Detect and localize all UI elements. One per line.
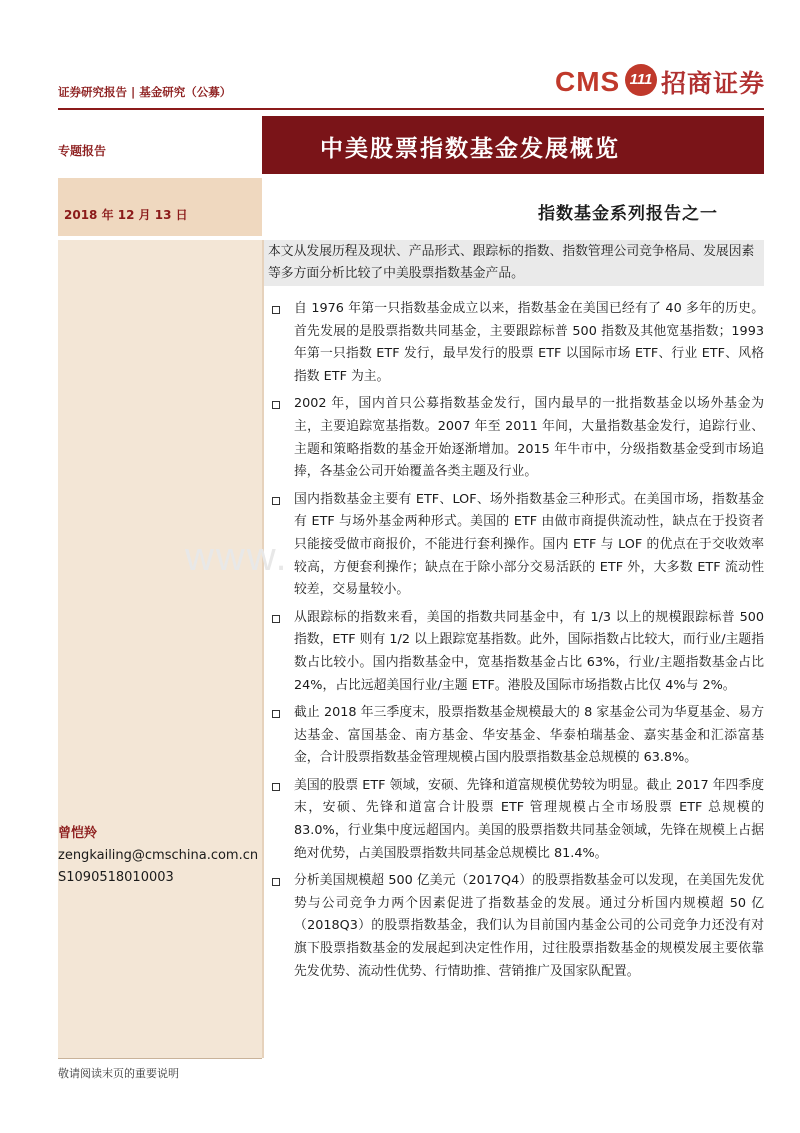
bullet-text: 美国的股票 ETF 领域，安硕、先锋和道富规模优势较为明显。截止 2017 年四季度末，安硕、先锋和道富合计股票 ETF 管理规模占全市场股票 ETF 总规模的 83.0%，行业集中度远超国内。美国的股票指数共同基金领域，先锋在规模上占据绝对优势，占美国股票指数共同基金总规模比 81.4%。: [294, 777, 764, 861]
logo-latin: CMS: [555, 66, 621, 97]
square-bullet-icon: [272, 401, 280, 409]
series-title: 指数基金系列报告之一: [538, 204, 718, 224]
bullet-text: 国内指数基金主要有 ETF、LOF、场外指数基金三种形式。在美国市场，指数基金有 ETF 与场外基金两种形式。美国的 ETF 由做市商提供流动性，缺点在于投资者只能接受做市商报价，不能进行套利操作。国内 ETF 与 LOF 的优点在于交收效率较高，方便套利操作；缺点在于除小部分交易活跃的 ETF 外，大多数 ETF 流动性较差，交易量较小。: [294, 491, 764, 598]
bullet-item: [270, 489, 764, 602]
report-type: 专题报告: [58, 144, 107, 158]
bullet-item: [270, 393, 764, 483]
square-bullet-icon: [272, 878, 280, 886]
report-date: 2018 年 12 月 13 日: [64, 208, 188, 222]
square-bullet-icon: [272, 306, 280, 314]
square-bullet-icon: [272, 710, 280, 718]
square-bullet-icon: [272, 615, 280, 623]
report-category: 证券研究报告 | 基金研究（公募）: [58, 85, 232, 99]
watermark: www.: [185, 535, 289, 579]
bullet-item: [270, 298, 764, 388]
author-name: 曾恺羚: [58, 826, 98, 841]
footer-rule: [58, 1058, 262, 1059]
logo-badge-icon: 111: [625, 64, 657, 96]
summary-box: 本文从发展历程及现状、产品形式、跟踪标的指数、指数管理公司竞争格局、发展因素等多方面分析比较了中美股票指数基金产品。: [264, 240, 764, 286]
bullet-item: [270, 775, 764, 865]
bullet-item: [270, 702, 764, 770]
report-type-cell: [58, 116, 262, 176]
square-bullet-icon: [272, 497, 280, 505]
logo-chinese: 招商证券: [661, 69, 766, 98]
bullet-list: [270, 298, 764, 983]
header-rule: [58, 108, 764, 110]
bullet-item: [270, 870, 764, 983]
bullet-item: [270, 607, 764, 697]
author-license: S1090518010003: [58, 870, 174, 885]
author-block: [58, 822, 262, 889]
bullet-text: 分析美国规模超 500 亿美元（2017Q4）的股票指数基金可以发现，在美国先发优势与公司竞争力两个因素促进了指数基金的发展。通过分析国内规模超 50 亿（2018Q3）的股票指数基金，我们认为目前国内基金公司的公司竞争力还没有对旗下股票指数基金的发展起到决定性作用，过往股票指数基金的规模发展主要依靠先发优势、流动性优势、行情助推、营销推广及国家队配置。: [294, 873, 764, 979]
title-bar: [262, 116, 764, 174]
footer-note: 敬请阅读末页的重要说明: [58, 1067, 179, 1080]
bullet-text: 2002 年，国内首只公募指数基金发行，国内最早的一批指数基金以场外基金为主，主要追踪宽基指数。2007 年至 2011 年间，大量指数基金发行，追踪行业、主题和策略指数的基金开始逐渐增加。2015 年牛市中，分级指数基金受到市场追捧，各基金公司开始覆盖各类主题及行业。: [294, 396, 764, 480]
report-title: 中美股票指数基金发展概览: [320, 135, 620, 162]
author-email[interactable]: zengkailing@cmschina.com.cn: [58, 848, 259, 863]
bullet-text: 截止 2018 年三季度末，股票指数基金规模最大的 8 家基金公司为华夏基金、易方达基金、富国基金、南方基金、华安基金、华泰柏瑞基金、嘉实基金和汇添富基金，合计股票指数基金管理规模占国内股票指数基金总规模的 63.8%。: [294, 705, 764, 766]
sidebar-column: [58, 240, 262, 1058]
cms-logo: [555, 64, 767, 100]
date-cell: [58, 178, 262, 236]
square-bullet-icon: [272, 783, 280, 791]
bullet-text: 自 1976 年第一只指数基金成立以来，指数基金在美国已经有了 40 多年的历史。首先发展的是股票指数共同基金，主要跟踪标普 500 指数及其他宽基指数；1993 年第一只指数 ETF 发行，最早发行的股票 ETF 以国际市场 ETF、行业 ETF、风格指数 ETF 为主。: [294, 301, 764, 384]
column-divider: [262, 240, 264, 1058]
bullet-text: 从跟踪标的指数来看，美国的指数共同基金中，有 1/3 以上的规模跟踪标普 500 指数，ETF 则有 1/2 以上跟踪宽基指数。此外，国际指数占比较大，而行业/主题指数占比较小。国内指数基金中，宽基指数基金占比 63%，行业/主题指数基金占比 24%，占比远超美国行业/主题 ETF。港股及国际市场指数占比仅 4%与 2%。: [294, 609, 764, 693]
